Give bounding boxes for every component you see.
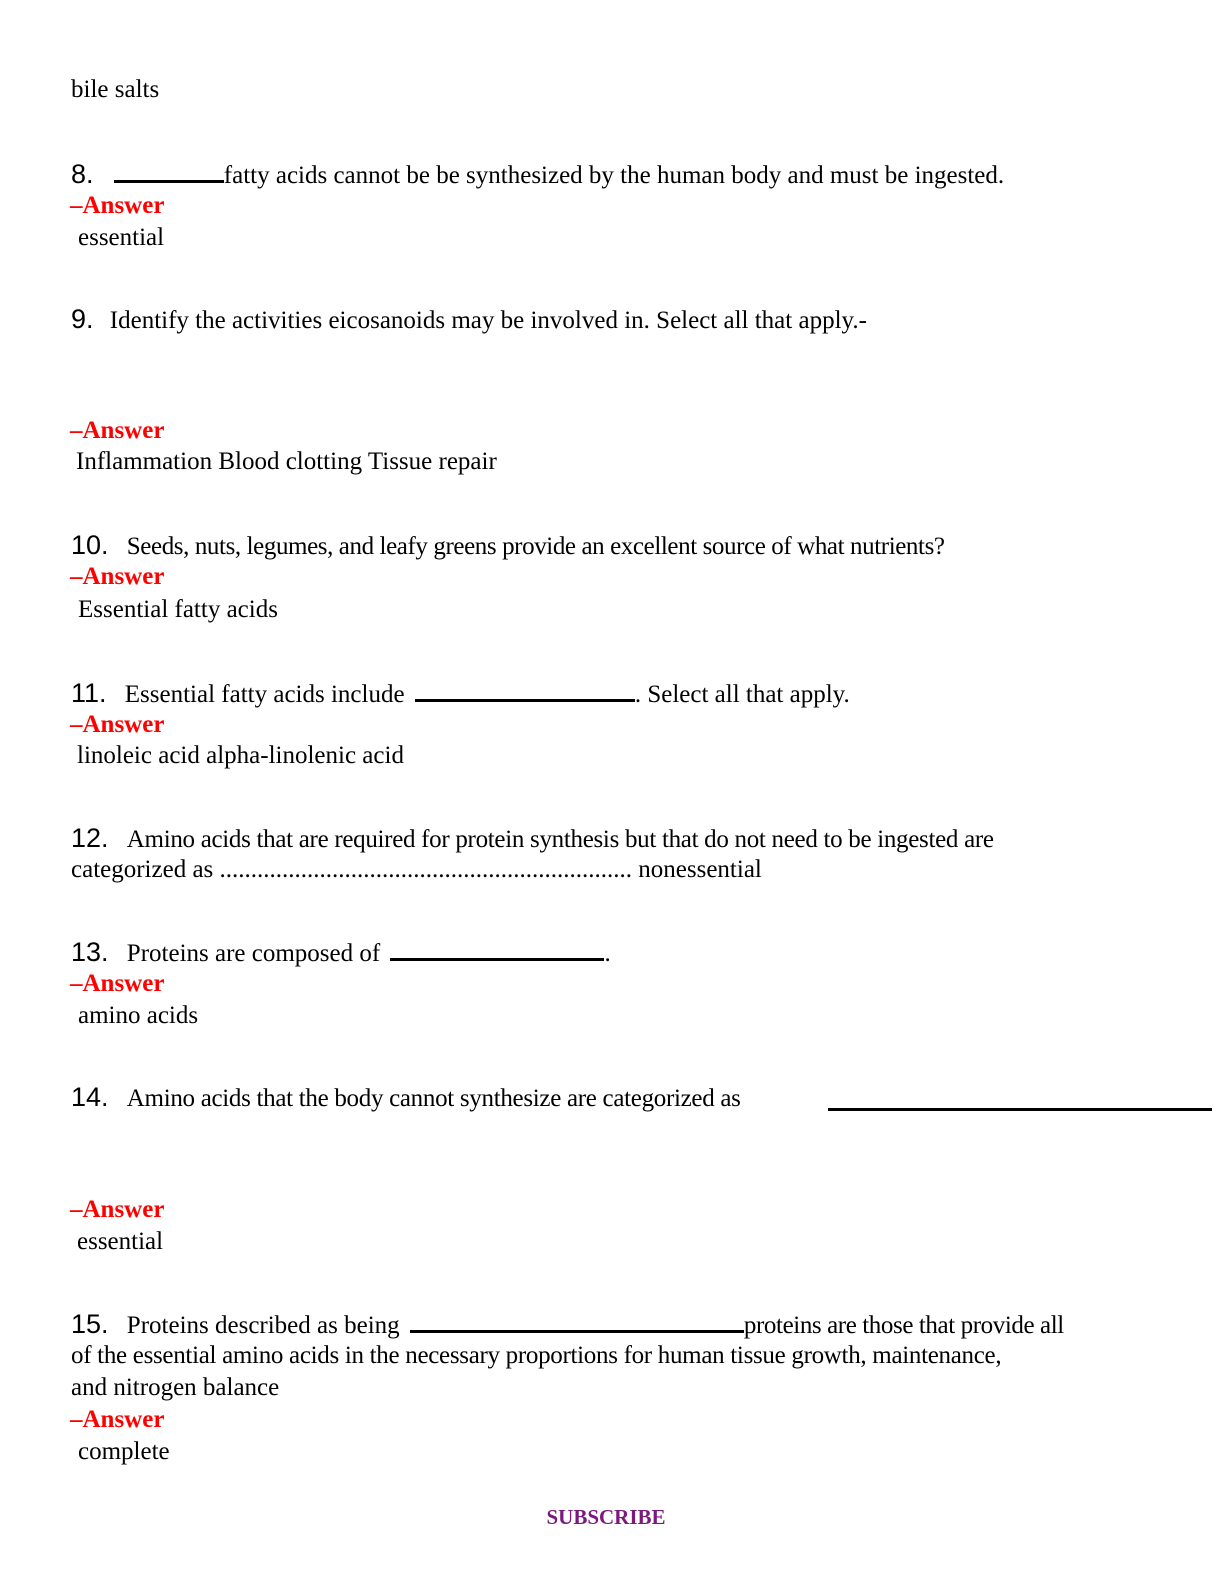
top-line: bile salts bbox=[71, 76, 160, 103]
answer-label: –Answer bbox=[70, 970, 165, 997]
question-11 bbox=[71, 677, 850, 711]
question-text: Identify the activities eicosanoids may be involved in. Select all that apply.- bbox=[109, 307, 867, 334]
answer-blank bbox=[114, 158, 224, 183]
question-14 bbox=[71, 1081, 741, 1115]
question-text-after: proteins are those that provide all bbox=[743, 1312, 1064, 1339]
answer-label: –Answer bbox=[70, 1406, 165, 1433]
answer-label: –Answer bbox=[70, 417, 165, 444]
answer-text: linoleic acid alpha-linolenic acid bbox=[77, 742, 404, 769]
question-number: 11. bbox=[71, 678, 107, 708]
answer-label: –Answer bbox=[70, 563, 165, 590]
question-text: Proteins described as being bbox=[126, 1312, 400, 1339]
question-15 bbox=[71, 1308, 1064, 1342]
question-12-line-2: categorized as .................................................................. nonessential bbox=[71, 856, 762, 883]
answer-text: Essential fatty acids bbox=[78, 596, 278, 623]
answer-text: amino acids bbox=[78, 1002, 199, 1029]
question-text-after: . bbox=[604, 940, 611, 967]
question-number: 9. bbox=[71, 304, 94, 334]
answer-text: complete bbox=[78, 1438, 170, 1465]
question-8 bbox=[71, 158, 1004, 192]
question-13 bbox=[71, 936, 611, 970]
question-10 bbox=[71, 529, 945, 563]
answer-blank bbox=[828, 1086, 1212, 1111]
answer-blank bbox=[410, 1308, 744, 1333]
question-text: Amino acids that the body cannot synthesize are categorized as bbox=[126, 1085, 741, 1112]
question-12 bbox=[71, 822, 994, 856]
answer-text: Inflammation Blood clotting Tissue repair bbox=[76, 448, 497, 475]
answer-blank bbox=[390, 936, 604, 961]
answer-label: –Answer bbox=[70, 1196, 165, 1223]
question-text: Essential fatty acids include bbox=[124, 681, 405, 708]
answer-label: –Answer bbox=[70, 192, 165, 219]
answer-label: –Answer bbox=[70, 711, 165, 738]
question-9 bbox=[71, 303, 867, 337]
question-15-line-3: and nitrogen balance bbox=[71, 1374, 280, 1401]
question-text: fatty acids cannot be be synthesized by the human body and must be ingested. bbox=[223, 162, 1005, 189]
question-15-line-2: of the essential amino acids in the necessary proportions for human tissue growth, maintenance, bbox=[71, 1342, 1002, 1369]
question-number: 13. bbox=[71, 937, 109, 967]
subscribe-link[interactable]: SUBSCRIBE bbox=[546, 1505, 666, 1529]
question-number: 8. bbox=[71, 159, 94, 189]
answer-blank bbox=[415, 677, 635, 702]
question-number: 14. bbox=[71, 1082, 109, 1112]
question-text: Amino acids that are required for protein synthesis but that do not need to be ingested are bbox=[126, 826, 994, 853]
answer-text: essential bbox=[77, 1228, 164, 1255]
question-number: 10. bbox=[71, 530, 109, 560]
question-number: 15. bbox=[71, 1309, 109, 1339]
question-text: Seeds, nuts, legumes, and leafy greens provide an excellent source of what nutrients? bbox=[126, 533, 945, 560]
question-text-after: . Select all that apply. bbox=[634, 681, 850, 708]
question-text: Proteins are composed of bbox=[126, 940, 381, 967]
answer-text: essential bbox=[78, 224, 165, 251]
question-number: 12. bbox=[71, 823, 109, 853]
